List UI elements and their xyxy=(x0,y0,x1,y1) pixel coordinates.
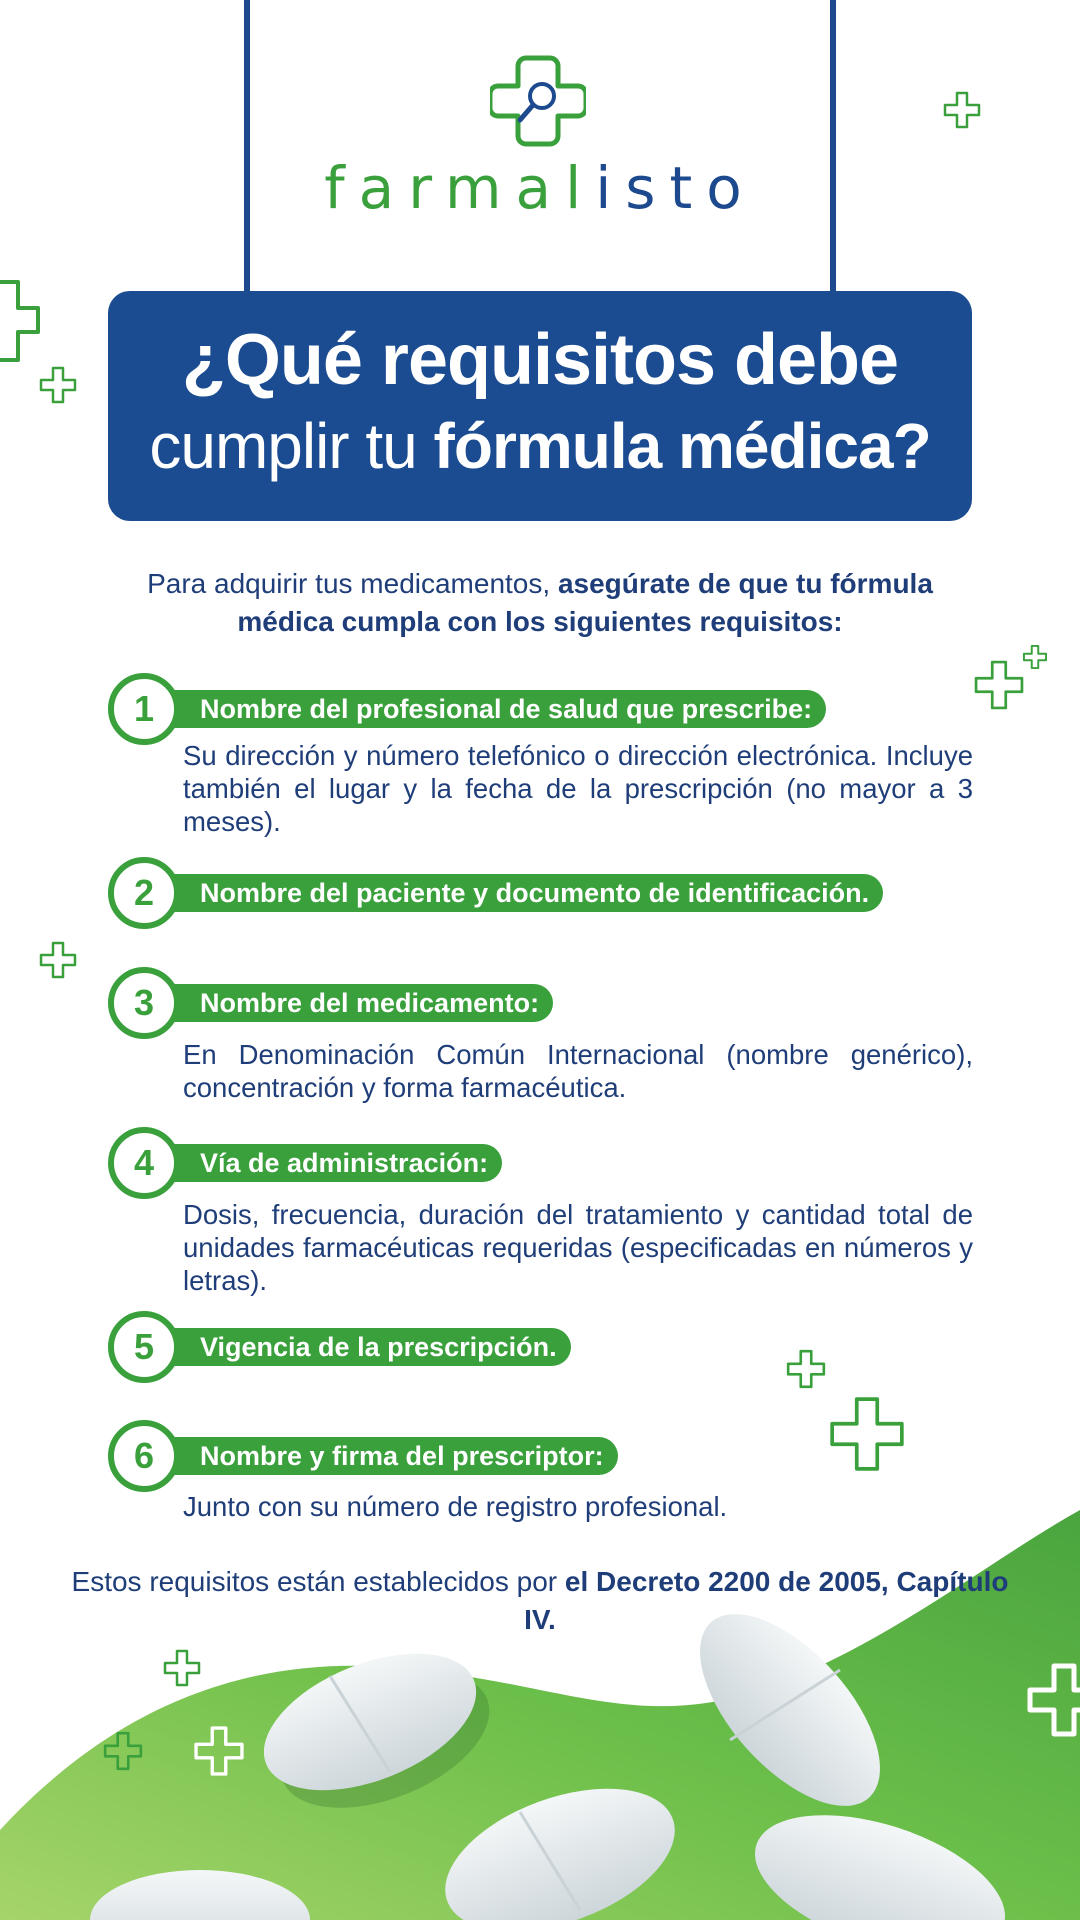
brand-name-part2: isto xyxy=(595,154,756,222)
intro-text xyxy=(95,565,985,641)
plus-outline-icon xyxy=(972,658,1026,712)
requirement-title: Nombre del medicamento: xyxy=(148,984,553,1022)
requirement-4-description: Dosis, frecuencia, duración del tratamiento y cantidad total de unidades farmacéuticas requeridas (especificadas en números y letras). xyxy=(183,1199,973,1296)
requirement-1-description: Su dirección y número telefónico o dirección electrónica. Incluye también el lugar y la fecha de la prescripción (no mayor a 3 meses). xyxy=(183,740,973,837)
plus-outline-icon xyxy=(1022,644,1048,670)
legal-note xyxy=(60,1563,1020,1639)
requirement-number: 2 xyxy=(108,857,180,929)
plus-outline-icon xyxy=(826,1393,908,1475)
brand-wordmark xyxy=(0,154,1080,222)
requirement-title: Nombre y firma del prescriptor: xyxy=(148,1437,618,1475)
requirement-title: Nombre del paciente y documento de identificación. xyxy=(148,874,883,912)
requirement-number: 3 xyxy=(108,967,180,1039)
plus-outline-icon xyxy=(38,365,78,405)
requirement-number: 4 xyxy=(108,1127,180,1199)
plus-outline-icon xyxy=(162,1648,202,1688)
title-banner xyxy=(108,291,972,521)
requirement-3-description: En Denominación Común Internacional (nombre genérico), concentración y forma farmacéutica. xyxy=(183,1039,973,1103)
brand-logo xyxy=(0,50,1080,220)
plus-outline-icon xyxy=(785,1348,827,1390)
intro-bold: asegúrate de que tu fórmula médica cumpla con los siguientes requisitos: xyxy=(237,568,933,637)
title-line-2-bold: fórmula médica? xyxy=(433,410,931,482)
plus-outline-icon xyxy=(192,1724,246,1778)
title-line-2 xyxy=(108,401,972,491)
plus-outline-icon xyxy=(102,1730,144,1772)
requirement-title: Vigencia de la prescripción. xyxy=(148,1328,571,1366)
plus-outline-icon xyxy=(38,940,78,980)
requirement-number: 1 xyxy=(108,673,180,745)
requirement-number: 6 xyxy=(108,1420,180,1492)
requirement-title: Nombre del profesional de salud que prescribe: xyxy=(148,690,826,728)
intro-normal: Para adquirir tus medicamentos, xyxy=(147,568,558,599)
note-normal: Estos requisitos están establecidos por xyxy=(71,1566,565,1597)
requirement-6-description: Junto con su número de registro profesional. xyxy=(183,1491,728,1522)
brand-name-part1: farmal xyxy=(324,154,596,222)
plus-outline-icon xyxy=(942,90,982,130)
title-line-2-light: cumplir tu xyxy=(149,410,434,482)
note-bold: el Decreto 2200 de 2005, Capítulo IV. xyxy=(524,1566,1009,1635)
plus-outline-icon xyxy=(0,278,42,364)
plus-outline-icon xyxy=(1024,1660,1080,1740)
requirement-number: 5 xyxy=(108,1311,180,1383)
plus-magnifier-icon xyxy=(490,52,586,148)
requirement-title: Vía de administración: xyxy=(148,1144,502,1182)
title-line-1: ¿Qué requisitos debe xyxy=(181,320,899,400)
